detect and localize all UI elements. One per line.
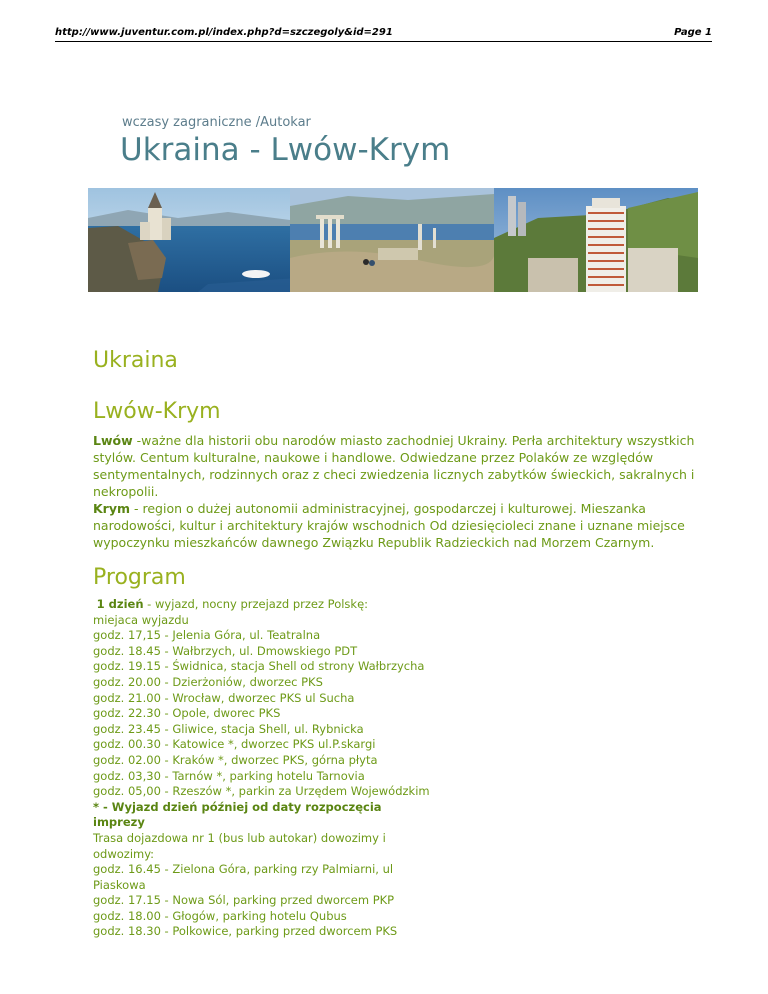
- list-item: godz. 22.30 - Opole, dworec PKS: [93, 706, 281, 721]
- list-item: godz. 23.45 - Gliwice, stacja Shell, ul. Rybnicka: [93, 721, 364, 736]
- banner-image: [88, 188, 698, 292]
- print-url: http://www.juventur.com.pl/index.php?d=szczegoly&id=291: [55, 27, 393, 38]
- page-number: Page 1: [674, 27, 712, 38]
- route-intro: Trasa dojazdowa nr 1 (bus lub autokar) dowozimy i odwozimy:: [93, 830, 386, 861]
- banner-photos: [88, 188, 698, 292]
- list-item: godz. 00.30 - Katowice *, dworzec PKS ul.P.skargi: [93, 737, 376, 752]
- krym-label: Krym: [93, 501, 131, 516]
- section-heading-ukraina: Ukraina: [93, 348, 178, 373]
- page-title: Ukraina - Lwów-Krym: [120, 132, 451, 168]
- list-item: godz. 20.00 - Dzierżoniów, dworzec PKS: [93, 674, 323, 689]
- description-lwow: [93, 432, 728, 500]
- list-item: godz. 18.00 - Głogów, parking hotelu Qubus: [93, 908, 347, 923]
- description-krym: [93, 500, 728, 551]
- list-item: godz. 18.30 - Polkowice, parking przed dworcem PKS: [93, 924, 398, 939]
- list-item: godz. 05,00 - Rzeszów *, parkin za Urzędem Wojewódzkim: [93, 784, 430, 799]
- list-item: godz. 21.00 - Wrocław, dworzec PKS ul Sucha: [93, 690, 355, 705]
- list-item: godz. 17,15 - Jelenia Góra, ul. Teatralna: [93, 628, 321, 643]
- list-item: godz. 02.00 - Kraków *, dworzec PKS, górna płyta: [93, 752, 378, 767]
- print-header: [55, 27, 712, 42]
- list-item: godz. 16.45 - Zielona Góra, parking rzy Palmiarni, ul Piaskowa: [93, 862, 394, 892]
- krym-text: - region o dużej autonomii administracyjnej, gospodarczej i kulturowej. Mieszanka narodowości, kultur i architektury krajów wschodnich Od dziesięcioleci znane i uznane miejsce wypoczynku mieszkańców dawnego Związku Republik Radzieckich nad Morzem Czarnym.: [93, 501, 685, 550]
- list-item: godz. 03,30 - Tarnów *, parking hotelu Tarnovia: [93, 768, 365, 783]
- section-heading-program: Program: [93, 565, 186, 590]
- lwow-text: -ważne dla historii obu narodów miasto zachodniej Ukrainy. Perła architektury wszystkich stylów. Centum kulturalne, naukowe i handlowe. Odwiedzane przez Polaków ze względów sentymentalnych, rodzinnych oraz z checi zwiedzenia licznych zabytków świeckich, sakralnych i nekropolii.: [93, 433, 695, 499]
- day1-label: 1 dzień: [96, 597, 144, 611]
- note: [93, 800, 423, 831]
- photo-castle: [88, 188, 298, 292]
- photo-hotel: [494, 188, 698, 292]
- list-item: godz. 17.15 - Nowa Sól, parking przed dworcem PKP: [93, 893, 395, 908]
- section-heading-lwow-krym: Lwów-Krym: [93, 399, 221, 424]
- day1-text: - wyjazd, nocny przejazd przez Polskę:: [143, 597, 369, 611]
- list-item: godz. 18.45 - Wałbrzych, ul. Dmowskiego PDT: [93, 643, 358, 658]
- program-list: [93, 597, 430, 940]
- program-day-1: [93, 597, 423, 613]
- note-text: * - Wyjazd dzień później od daty rozpoczęcia imprezy: [93, 799, 382, 830]
- breadcrumb[interactable]: wczasy zagraniczne /Autokar: [122, 115, 311, 130]
- photo-ruins: [290, 188, 494, 292]
- list-item: miejaca wyjazdu: [93, 612, 189, 627]
- list-item: godz. 19.15 - Świdnica, stacja Shell od strony Wałbrzycha: [93, 659, 425, 674]
- lwow-label: Lwów: [93, 433, 133, 448]
